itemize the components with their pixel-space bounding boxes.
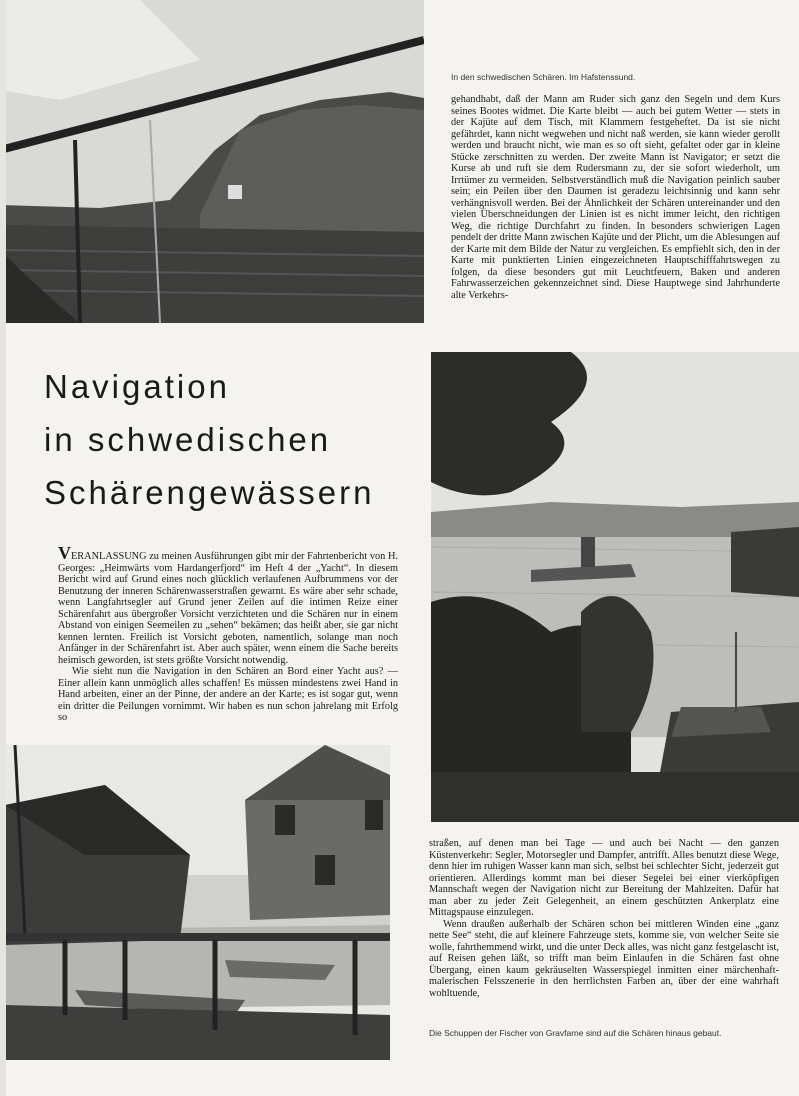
text-column-right-bottom: [429, 838, 779, 999]
caption-bottom-right: Die Schuppen der Fischer von Gravfarne sind auf die Schären hinaus gebaut.: [429, 1028, 722, 1038]
paragraph-intro: [58, 543, 398, 666]
title-line-2: in schwedischen: [44, 421, 332, 458]
photo-harbor: [431, 352, 799, 822]
paragraph: straßen, auf denen man bei Tage — und auch bei Nacht — den ganzen Küstenverkehr: Segler, Motorsegler und Dampfer, antrifft. Alles benutzt diese Wege, denn hier im ruhigen Wasser kann man sich, selbst bei schlechter Sicht, jederzeit gut orientieren. Allerdings kommt man bei dieser Segelei bei einer vierköpfigen Mannschaft wegen der Navigation nicht zur Bereitung der Mahlzeiten. Dafür hat man aber zu jeder Zeit Gelegenheit, an einem geschützten Ankerplatz eine Mittagspause einzulegen.: [429, 838, 779, 918]
paragraph: gehandhabt, daß der Mann am Ruder sich ganz den Segeln und dem Kurs seines Bootes widmet. Die Karte bleibt — auch bei gutem Wetter — stets in der Kajüte auf dem Tisch, mit Klammern festgeheftet. Da ist sie nicht gefährdet, kann nicht wegwehen und nicht naß werden, sie kann wieder gerollt werden und braucht nicht, wie man es so oft sieht, gefaltet oder gar in kleine Stücke zerschnitten zu werden. Der zweite Mann ist Navigator; er setzt die Kurse ab und ruft sie dem Rudersmann zu, der sie sofort wiederholt, um Irrtümer zu vermeiden. Selbstverständlich muß die Navigation peinlich sauber sein; ein Peilen über den Daumen ist geradezu leichtsinnig und kann sehr verhängnisvoll werden. Bei der Ähnlichkeit der Schären untereinander und den vielen Überschneidungen der Linien ist es nicht immer leicht, den richtigen Weg, die richtige Durchfahrt zu finden. In besonders schwierigen Lagen pendelt der dritte Mann zwischen Kajüte und der Plicht, um die Ablesungen auf der Karte mit dem Bilde der Natur zu vergleichen. Es empfiehlt sich, den in der Karte mit punktierten Linien eingezeichneten Hauptschifffahrtswegen zu folgen, da diese besonders gut mit Leuchtfeuern, Baken und anderen Fahrwasserzeichen gekennzeichnet sind. Diese Hauptwege sind Jahrhunderte alte Verkehrs-: [451, 94, 780, 301]
caption-top-right: In den schwedischen Schären. Im Hafstenssund.: [451, 72, 636, 82]
title-line-3: Schärengewässern: [44, 474, 375, 511]
dropcap: V: [58, 543, 71, 563]
paragraph-intro-text: ERANLASSUNG zu meinen Ausführungen gibt mir der Fahrtenbericht von H. Georges: „Heimwärts vom Hardangerfjord“ im Heft 4 der „Yacht“. In diesem Bericht wird auf Grund eines noch glücklich verlaufenen Aufbrummens vor der Benutzung der inneren Schärenwasserstraßen gewarnt. Es wäre aber sehr schade, wenn Langfahrtsegler auf Grund jener Zeilen auf die intimen Reize einer Schärenfahrt aus übergroßer Vorsicht verzichteten und die Schären nur in einem Abstand von einigen Seemeilen zu „sehen“ bekämen; das heißt aber, sie gar nicht kennen lernten. Freilich ist Vorsicht geboten, namentlich, solange man noch Anfänger in der Schärenfahrt ist. Aber auch später, wenn einem die Sache bereits heimisch geworden, ist stets größte Vorsicht notwendig.: [58, 551, 398, 666]
article-title: [44, 360, 375, 519]
title-line-1: Navigation: [44, 368, 230, 405]
paragraph: Wie sieht nun die Navigation in den Schären an Bord einer Yacht aus? — Einer allein kann unmöglich alles schaffen! Es müssen mindestens zwei Hand in Hand arbeiten, einer an der Pinne, der andere an der Karte; es ist sogar gut, wenn ein dritter die Peilungen vornimmt. Wir haben es nun schon jahrelang mit Erfolg so: [58, 666, 398, 723]
photo-sailing-view: [0, 0, 424, 323]
page-edge: [0, 0, 6, 1096]
paragraph: Wenn draußen außerhalb der Schären schon bei mittleren Winden eine „ganz nette See“ steht, die auf kleinere Fahrzeuge stets, komme sie, von welcher Seite sie wolle, fahrthemmend wirkt, und die unter Deck alles, was nicht ganz festgelascht ist, auf Reisen gehen läßt, so trifft man beim Einlaufen in die Schären fast ohne Übergang, einen kaum gekräuselten Wasserspiegel inmitten einer märchenhaft-malerischen Felsszenerie in den herrlichsten Farben an, über der eine wahrhaft wohltuende,: [429, 918, 779, 999]
text-column-left: [58, 543, 398, 724]
photo-fishing-sheds: [5, 745, 390, 1060]
text-column-right-top: [451, 94, 780, 301]
